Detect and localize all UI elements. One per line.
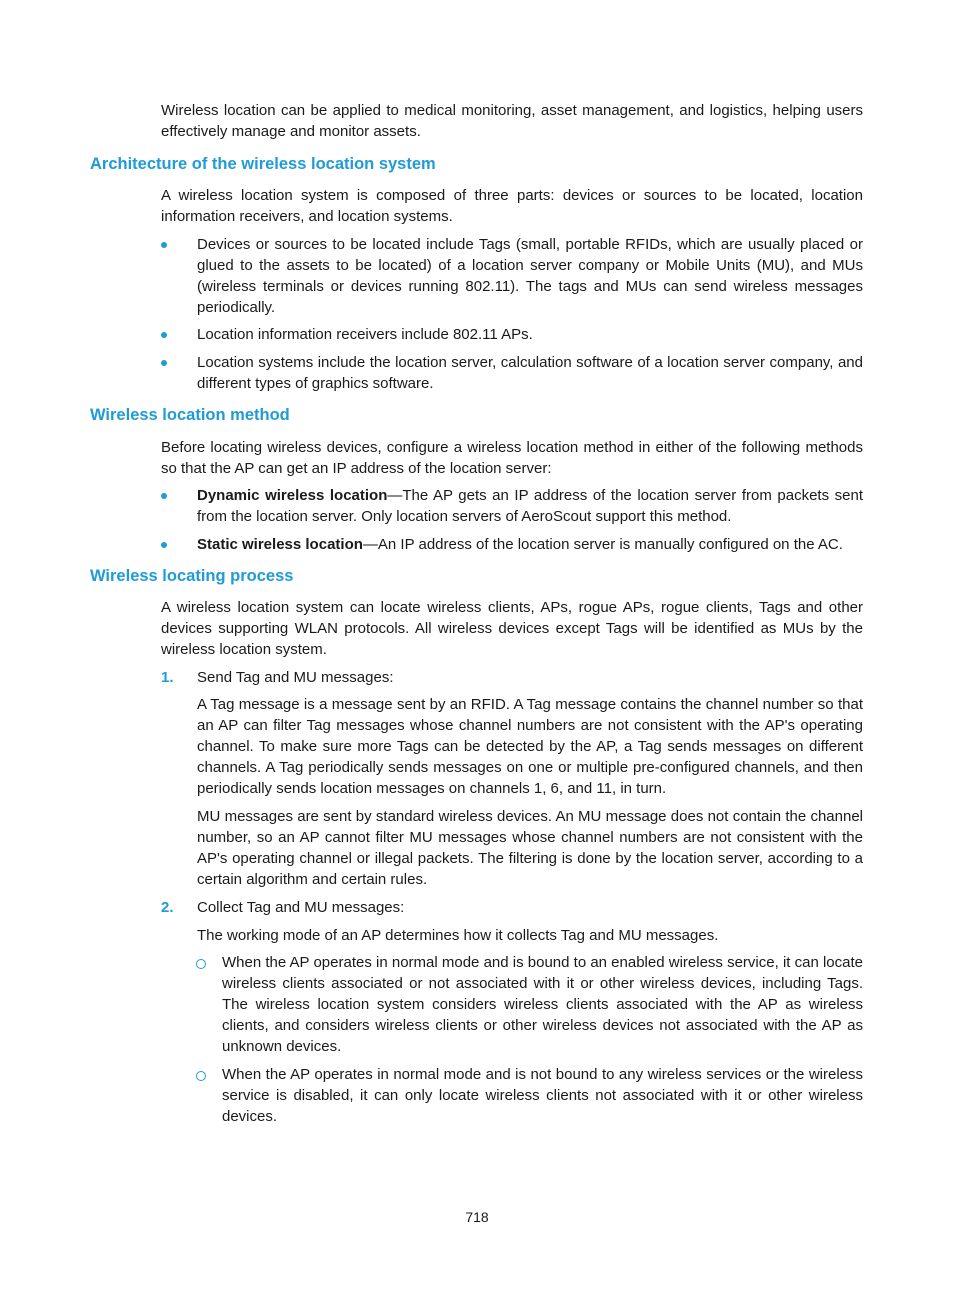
- method-paragraph: Before locating wireless devices, configure a wireless location method in either of the following methods so that the AP can get an IP address of the location server:: [161, 439, 863, 477]
- step-number-1: 1.: [161, 669, 174, 686]
- step-title-1: Send Tag and MU messages:: [197, 669, 394, 686]
- process-paragraph: A wireless location system can locate wireless clients, APs, rogue APs, rogue clients, Tags and other devices supporting WLAN protocols. All wireless devices except Tags will be identified as MUs by the wireless location system.: [161, 599, 863, 658]
- circle-bullet-icon: [196, 1071, 206, 1081]
- architecture-paragraph: A wireless location system is composed of three parts: devices or sources to be located, location information receivers, and location systems.: [161, 187, 863, 225]
- bullet-icon: [161, 352, 171, 366]
- step-number-2: 2.: [161, 899, 174, 916]
- step-title-2: Collect Tag and MU messages:: [197, 899, 405, 916]
- step-1-paragraph-1: A Tag message is a message sent by an RFID. A Tag message contains the channel number so that an AP can filter Tag messages whose channel numbers are not consistent with the AP's operating channel. To make sure more Tags can be detected by the AP, a Tag sends messages on different channels. A Tag periodically sends messages on one or multiple pre-configured channels, and then periodically sends location messages on channels 1, 6, and 11, in turn.: [197, 696, 863, 797]
- architecture-bullet-1: Devices or sources to be located include Tags (small, portable RFIDs, which are usually placed or glued to the assets to be located) of a location server company or Mobile Units (MU), and MUs (wireless terminals or devices running 802.11). The tags and MUs can send wireless messages periodically.: [197, 236, 863, 316]
- step-1-paragraph-2: MU messages are sent by standard wireless devices. An MU message does not contain the channel number, so an AP cannot filter MU messages whose channel numbers are not consistent with the AP's operating channel or illegal packets. The filtering is done by the location server, according to a certain algorithm and certain rules.: [197, 808, 863, 888]
- circle-bullet-icon: [196, 959, 206, 969]
- step-2-subitem-2: When the AP operates in normal mode and is not bound to any wireless services or the wireless service is disabled, it can only locate wireless clients not associated with it or other wireless devices.: [222, 1066, 863, 1125]
- heading-process: Wireless locating process: [90, 567, 294, 585]
- method-term-dynamic: Dynamic wireless location: [197, 487, 388, 504]
- method-term-static: Static wireless location: [197, 536, 363, 553]
- bullet-icon: [161, 324, 171, 338]
- heading-method: Wireless location method: [90, 406, 290, 424]
- method-desc-dynamic: —The AP gets an IP address of the location server from packets sent from the location server. Only location servers of AeroScout support this method.: [197, 487, 863, 525]
- architecture-bullet-2: Location information receivers include 802.11 APs.: [197, 326, 533, 343]
- step-2-subitem-1: When the AP operates in normal mode and is bound to an enabled wireless service, it can locate wireless clients associated or not associated with it or other wireless devices, including Tags. The wireless location system considers wireless clients associated with the AP as wireless clients, and considers wireless clients or other wireless devices not associated with the AP as unknown devices.: [222, 954, 863, 1055]
- method-bullet-2: [197, 534, 863, 555]
- architecture-bullet-3: Location systems include the location server, calculation software of a location server company, and different types of graphics software.: [197, 354, 863, 392]
- page-number: 718: [465, 1209, 489, 1225]
- intro-paragraph: Wireless location can be applied to medical monitoring, asset management, and logistics, helping users effectively manage and monitor assets.: [161, 102, 863, 140]
- heading-architecture: Architecture of the wireless location system: [90, 155, 436, 173]
- method-desc-static: —An IP address of the location server is manually configured on the AC.: [362, 536, 843, 553]
- bullet-icon: [161, 485, 171, 499]
- bullet-icon: [161, 234, 171, 248]
- bullet-icon: [161, 534, 171, 548]
- method-bullet-1: [197, 485, 863, 527]
- step-2-paragraph-1: The working mode of an AP determines how it collects Tag and MU messages.: [197, 927, 719, 944]
